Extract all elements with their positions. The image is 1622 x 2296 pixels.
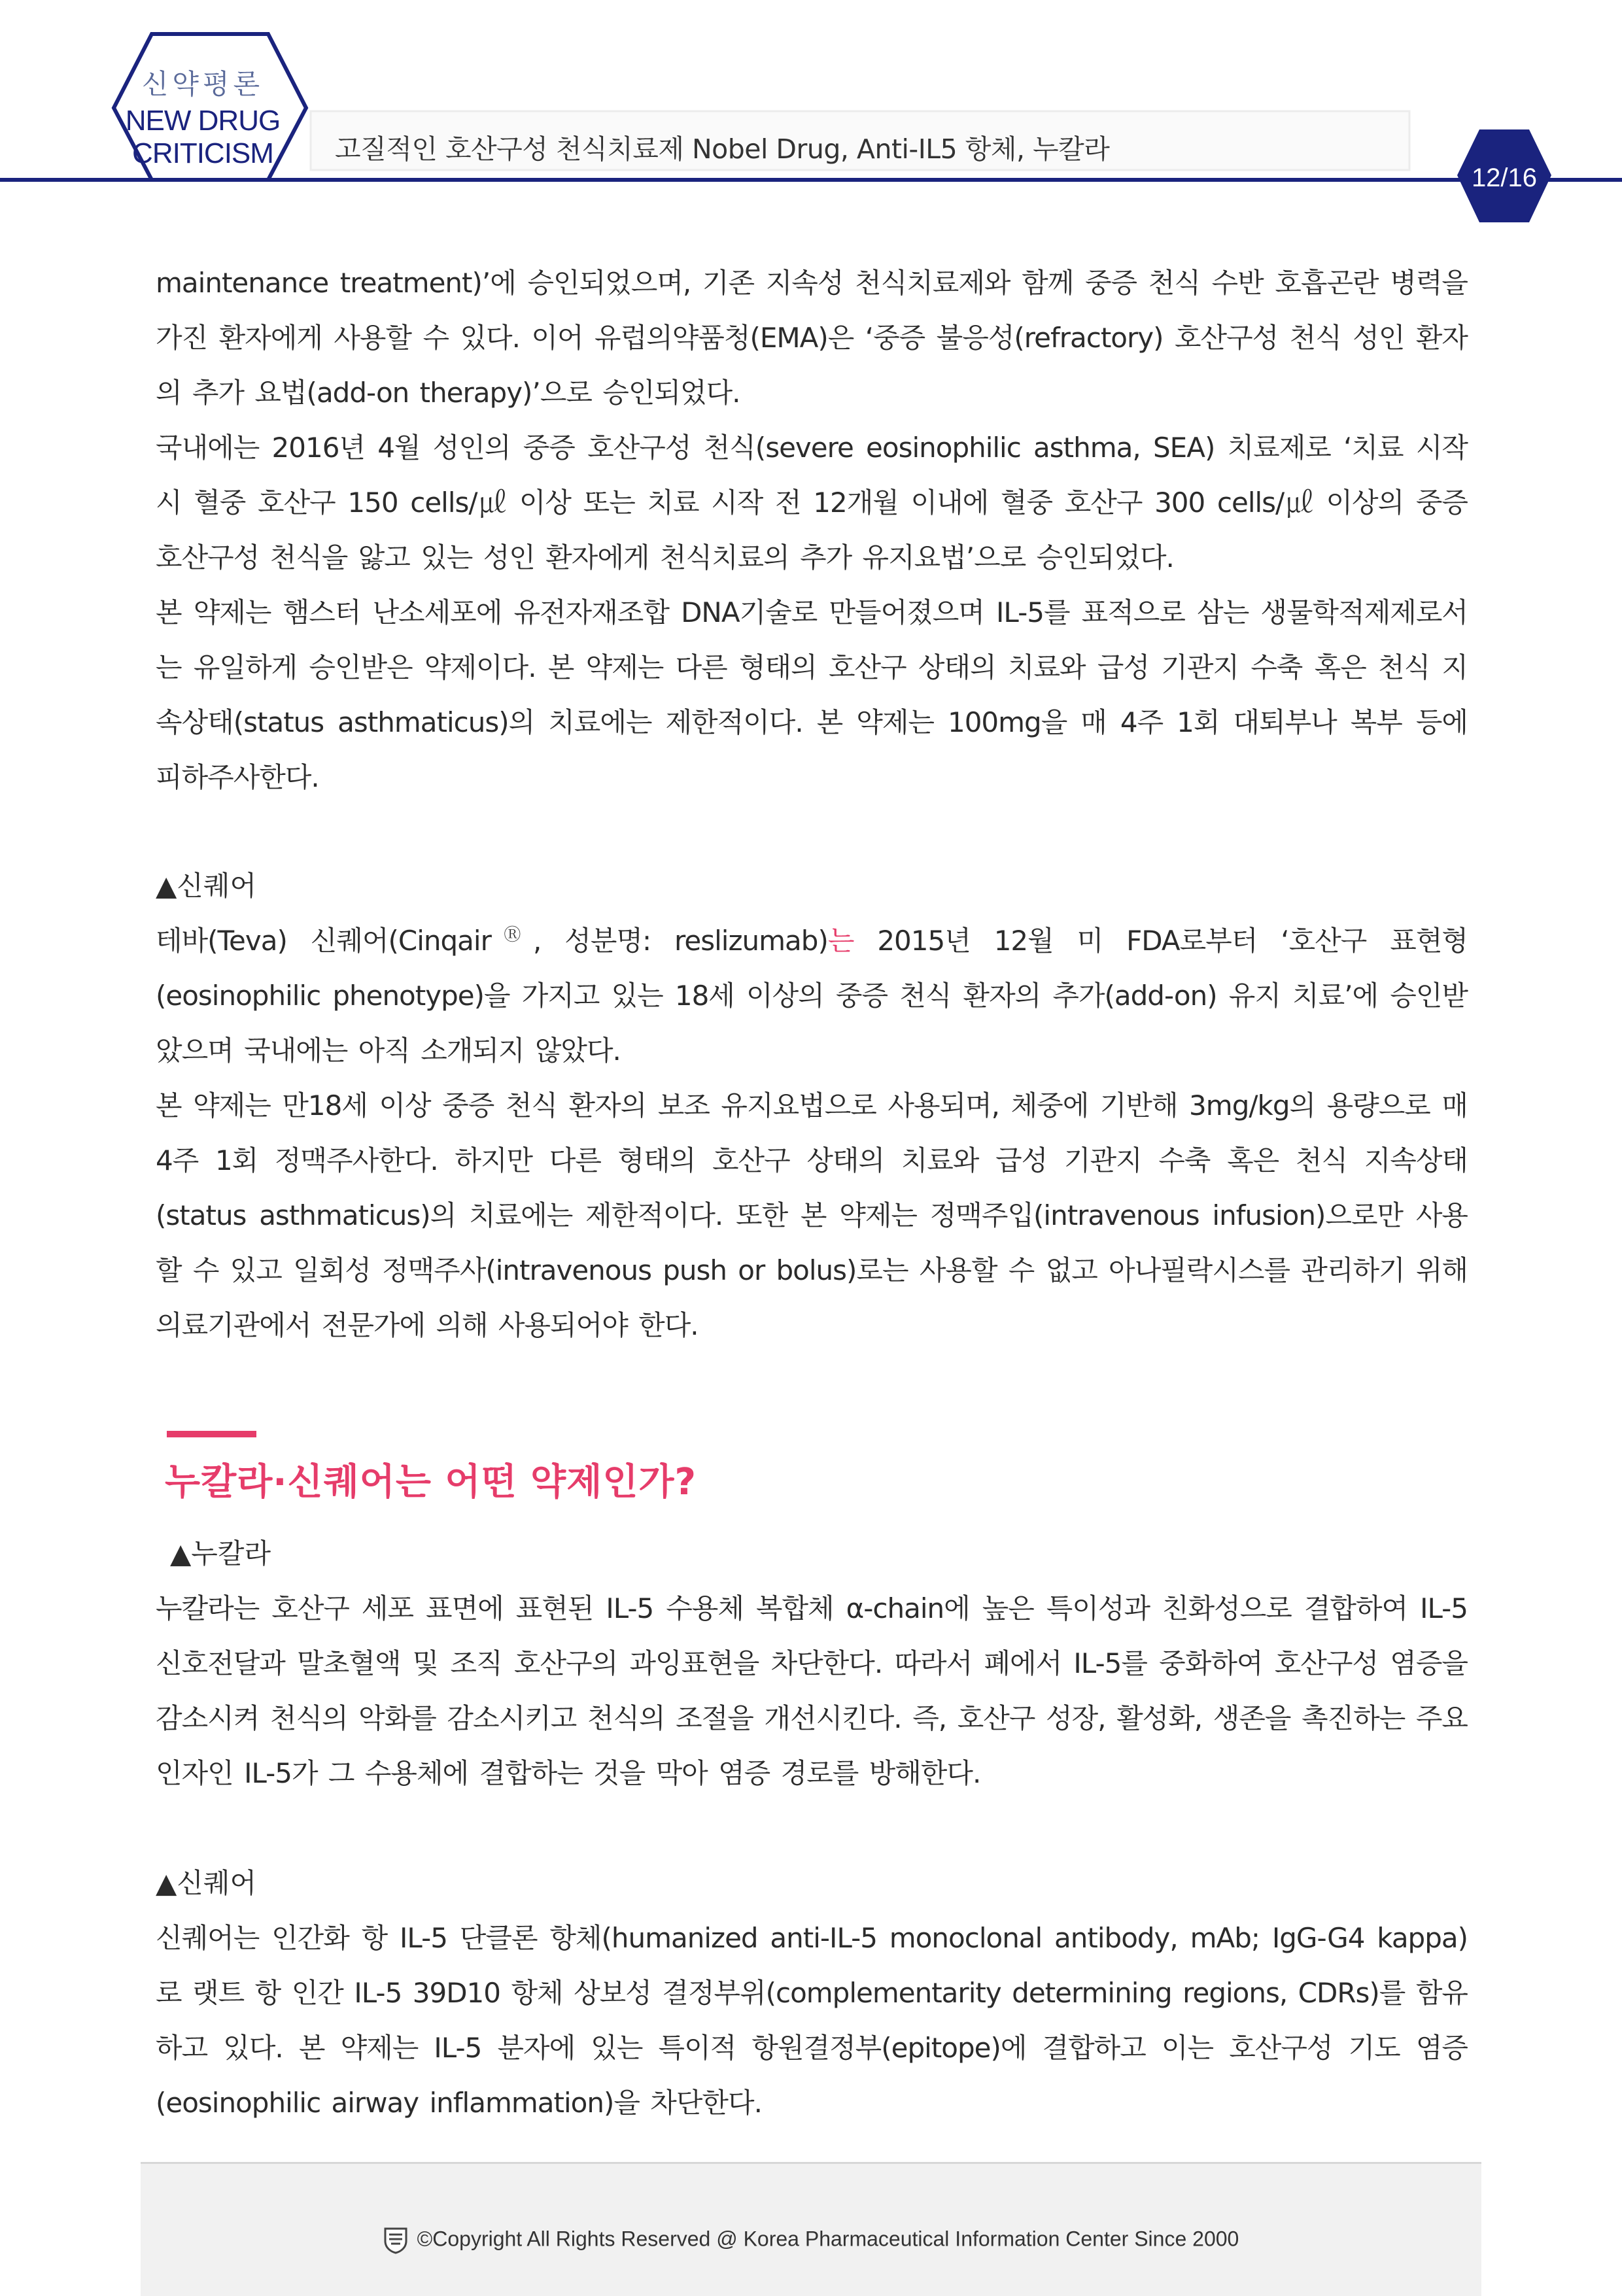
nucala-heading: ▲누칼라 bbox=[170, 1537, 271, 1569]
logo-english-line2: CRITICISM bbox=[132, 137, 273, 169]
intro-paragraph: 국내에는 2016년 4월 성인의 중증 호산구성 천식(severe eosinophilic asthma, SEA) 치료제로 ‘치료 시작 시 혈중 호산구 150 cells/㎕ 이상 또는 치료 시작 전 12개월 이내에 혈중 호산구 300 cells/㎕ 이상의 중증 호산구성 천식을 앓고 있는 성인 환자에게 천식치료의 추가 유지요법’으로 승인되었다. bbox=[156, 432, 1468, 574]
intro-section bbox=[156, 256, 1468, 805]
intro-paragraph: 본 약제는 햄스터 난소세포에 유전자재조합 DNA기술로 만들어졌으며 IL-5를 표적으로 삼는 생물학적제제로서는 유일하게 승인받은 약제이다. 본 약제는 다른 형태의 호산구 상태의 치료와 급성 기관지 수축 혹은 천식 지속상태(status asthmaticus)의 치료에는 제한적이다. 본 약제는 100mg을 매 4주 1회 대퇴부나 복부 등에 피하주사한다. bbox=[156, 596, 1468, 793]
nucala-paragraph: 누칼라는 호산구 세포 표면에 표현된 IL-5 수용체 복합체 α-chain에 높은 특이성과 친화성으로 결합하여 IL-5 신호전달과 말초혈액 및 조직 호산구의 과잉표현을 차단한다. 따라서 폐에서 IL-5를 중화하여 호산구성 염증을 감소시켜 천식의 악화를 감소시키고 천식의 조절을 개선시킨다. 즉, 호산구 성장, 활성화, 생존을 촉진하는 주요인자인 IL-5가 그 수용체에 결합하는 것을 막아 염증 경로를 방해한다. bbox=[156, 1592, 1468, 1789]
cinqair-heading-2: ▲신퀘어 bbox=[156, 1867, 257, 1899]
highlighted-particle: 는 bbox=[827, 925, 854, 957]
cinqair-description-paragraph: 신퀘어는 인간화 항 IL-5 단클론 항체(humanized anti-IL-5 monoclonal antibody, mAb; IgG-G4 kappa)로 랫트 항 인간 IL-5 39D10 항체 상보성 결정부위(complementarity determining regions, CDRs)를 함유하고 있다. 본 약제는 IL-5 분자에 있는 특이적 항원결정부(epitope)에 결합하고 이는 호산구성 기도 염증(eosinophilic airway inflammation)을 차단한다. bbox=[156, 1922, 1468, 2119]
logo-korean: 신약평론 bbox=[141, 68, 264, 100]
logo-english-line1: NEW DRUG bbox=[125, 105, 281, 137]
cinqair-heading: ▲신퀘어 bbox=[156, 870, 257, 902]
cinqair-paragraph bbox=[156, 914, 1468, 1078]
copyright-text: ©Copyright All Rights Reserved @ Korea Pharmaceutical Information Center Since 2000 bbox=[417, 2227, 1239, 2251]
drug-description-section bbox=[156, 1526, 1468, 2131]
section-title: 누칼라·신퀘어는 어떤 약제인가? bbox=[165, 1461, 697, 1503]
cinqair-text-c: 2015년 12월 미 FDA로부터 ‘호산구 표현형(eosinophilic phenotype)을 가지고 있는 18세 이상의 중증 천식 환자의 추가(add-on) 유지 치료’에 승인받았으며 국내에는 아직 소개되지 않았다. bbox=[156, 925, 1468, 1067]
footer-content bbox=[141, 2227, 1481, 2254]
page-number: 12/16 bbox=[1471, 163, 1538, 192]
spacer bbox=[156, 1801, 1468, 1856]
page-header bbox=[0, 0, 1622, 229]
intro-paragraph: maintenance treatment)’에 승인되었으며, 기존 지속성 천식치료제와 함께 중증 천식 수반 호흡곤란 병력을 가진 환자에게 사용할 수 있다. 이어 유럽의약품청(EMA)은 ‘중증 불응성(refractory) 호산구성 천식 성인 환자의 추가 요법(add-on therapy)’으로 승인되었다. bbox=[156, 267, 1468, 409]
registered-mark: Ⓡ bbox=[491, 925, 533, 945]
cinqair-paragraph: 본 약제는 만18세 이상 중증 천식 환자의 보조 유지요법으로 사용되며, 체중에 기반해 3mg/kg의 용량으로 매 4주 1회 정맥주사한다. 하지만 다른 형태의 호산구 상태의 치료와 급성 기관지 수축 혹은 천식 지속상태(status asthmaticus)의 치료에는 제한적이다. 또한 본 약제는 정맥주입(intravenous infusion)으로만 사용할 수 있고 일회성 정맥주사(intravenous push or bolus)로는 사용할 수 없고 아나필락시스를 관리하기 위해 의료기관에서 전문가에 의해 사용되어야 한다. bbox=[156, 1089, 1468, 1341]
page-footer bbox=[141, 2162, 1481, 2296]
section-title-bar bbox=[167, 1431, 256, 1437]
cinqair-section bbox=[156, 859, 1468, 1353]
logo-english bbox=[111, 105, 294, 170]
emblem-icon bbox=[383, 2227, 408, 2254]
cinqair-text-a: 테바(Teva) 신퀘어(Cinqair bbox=[156, 925, 491, 957]
document-title: 고질적인 호산구성 천식치료제 Nobel Drug, Anti-IL5 항체, 누칼라 bbox=[335, 133, 1110, 165]
cinqair-text-b: , 성분명: reslizumab) bbox=[533, 925, 828, 957]
